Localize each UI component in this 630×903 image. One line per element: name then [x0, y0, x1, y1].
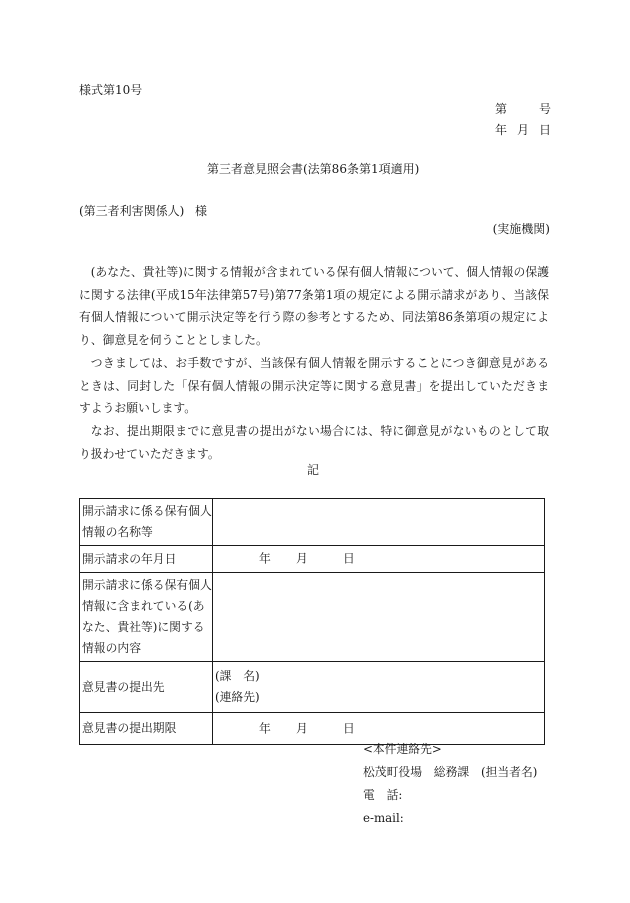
- request-date-cell: [213, 546, 545, 573]
- doc-number-prefix: 第: [495, 102, 508, 116]
- addressee-honorific: 様: [195, 204, 208, 218]
- request-date-day: 日: [343, 551, 355, 566]
- paragraph-1: (あなた、貴社等)に関する情報が含まれている保有個人情報について、個人情報の保護に関する法律(平成15年法律第57号)第77条第1項の規定による開示請求があり、当該保有個人情報について開示決定等を行う際の参考とするため、同法第86条第項の規定により、御意見を伺うこととしました。: [79, 265, 549, 348]
- request-date-month: 月: [296, 551, 308, 566]
- ki-heading: 記: [307, 463, 320, 477]
- section-name-label: (課 名): [215, 669, 260, 683]
- paragraph-3: なお、提出期限までに意見書の提出がない場合には、特に御意見がないものとして取り扱わせていただきます。: [79, 423, 549, 461]
- info-content-cell: [213, 573, 545, 662]
- form-number: 様式第10号: [79, 83, 143, 97]
- table-row: [80, 662, 545, 713]
- submission-dest-cell: [213, 662, 545, 713]
- contact-block: [363, 738, 537, 830]
- contact-phone: 電 話:: [363, 788, 403, 802]
- contact-label: (連絡先): [215, 690, 260, 704]
- contact-email: e-mail:: [363, 811, 404, 825]
- info-name-cell: [213, 499, 545, 546]
- table-row: [80, 573, 545, 662]
- doc-date-year: 年: [495, 123, 508, 137]
- deadline-day: 日: [343, 721, 355, 735]
- doc-date-day: 日: [539, 123, 552, 137]
- document-title: 第三者意見照会書(法第86条第1項適用): [207, 162, 420, 176]
- deadline-month: 月: [296, 721, 308, 735]
- doc-number-suffix: 号: [539, 102, 552, 116]
- row-label-info-name: 開示請求に係る保有個人情報の名称等: [80, 499, 213, 546]
- issuer-label: (実施機関): [492, 222, 550, 236]
- addressee-label: (第三者利害関係人): [79, 204, 185, 218]
- table-row: [80, 499, 545, 546]
- contact-heading: <本件連絡先>: [363, 742, 442, 756]
- request-date-year: 年: [259, 551, 271, 566]
- info-table: [79, 498, 545, 745]
- body-text: [79, 261, 549, 465]
- deadline-year: 年: [259, 721, 271, 735]
- row-label-deadline: 意見書の提出期限: [80, 713, 213, 745]
- contact-office: 松茂町役場 総務課 (担当者名): [363, 765, 538, 779]
- doc-date-month: 月: [517, 123, 530, 137]
- row-label-submission-dest: 意見書の提出先: [80, 662, 213, 713]
- row-label-request-date: 開示請求の年月日: [80, 546, 213, 573]
- paragraph-2: つきましては、お手数ですが、当該保有個人情報を開示することにつき御意見があるときは、同封した「保有個人情報の開示決定等に関する意見書」を提出していただきますようお願いします。: [79, 355, 549, 416]
- row-label-info-content: 開示請求に係る保有個人情報に含まれている(あなた、貴社等)に関する情報の内容: [80, 573, 213, 662]
- table-row: [80, 546, 545, 573]
